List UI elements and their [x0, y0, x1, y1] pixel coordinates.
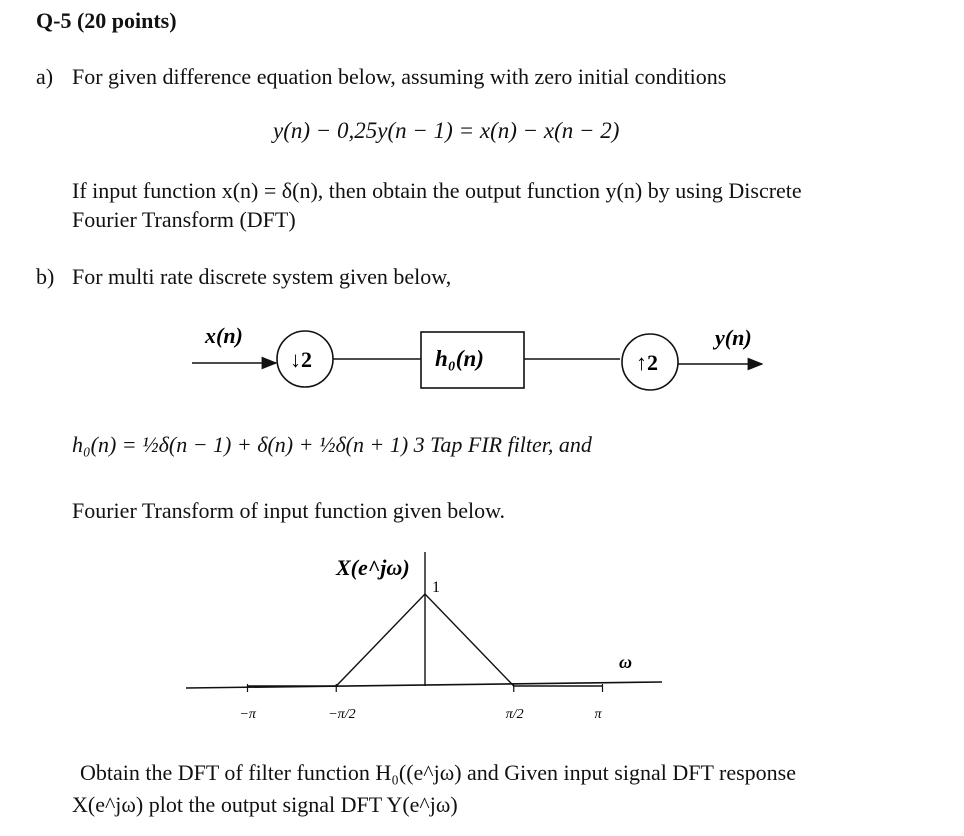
part-b-label: b): [36, 264, 55, 289]
peak-label: 1: [432, 579, 440, 596]
final-line2: X(e^jω) plot the output signal DFT Y(e^jω): [72, 792, 458, 817]
x-tick-label: π/2: [505, 707, 524, 722]
part-a-intro: For given difference equation below, assuming with zero initial conditions: [72, 64, 727, 89]
omega-axis: [186, 682, 662, 688]
part-a-line1: If input function x(n) = δ(n), then obtain the output function y(n) by using Discrete: [72, 178, 802, 203]
x-tick-label: −π/2: [328, 707, 356, 722]
ft-intro-line: Fourier Transform of input function given below.: [72, 498, 506, 523]
input-label: x(n): [205, 323, 243, 348]
x-tick-label: π: [594, 707, 602, 722]
final-line1: Obtain the DFT of filter function H₀((e^jω) and Given input signal DFT response: [80, 760, 796, 785]
upsampler-label: ↑2: [636, 350, 658, 375]
output-label: y(n): [715, 325, 752, 350]
filter-label: h₀(n): [435, 346, 484, 371]
difference-equation: y(n) − 0,25y(n − 1) = x(n) − x(n − 2): [273, 118, 620, 143]
x-tick-label: −π: [239, 707, 256, 722]
part-b-intro: For multi rate discrete system given below,: [72, 264, 452, 289]
question-title: Q-5 (20 points): [36, 8, 177, 33]
filter-definition: h₀(n) = ½δ(n − 1) + δ(n) + ½δ(n + 1) 3 Tap FIR filter, and: [72, 432, 592, 457]
part-a-label: a): [36, 64, 54, 89]
plot-title: X(e^jω): [336, 555, 410, 580]
downsampler-label: ↓2: [290, 347, 312, 372]
part-a-line2: Fourier Transform (DFT): [72, 207, 296, 232]
omega-axis-label: ω: [619, 652, 633, 672]
